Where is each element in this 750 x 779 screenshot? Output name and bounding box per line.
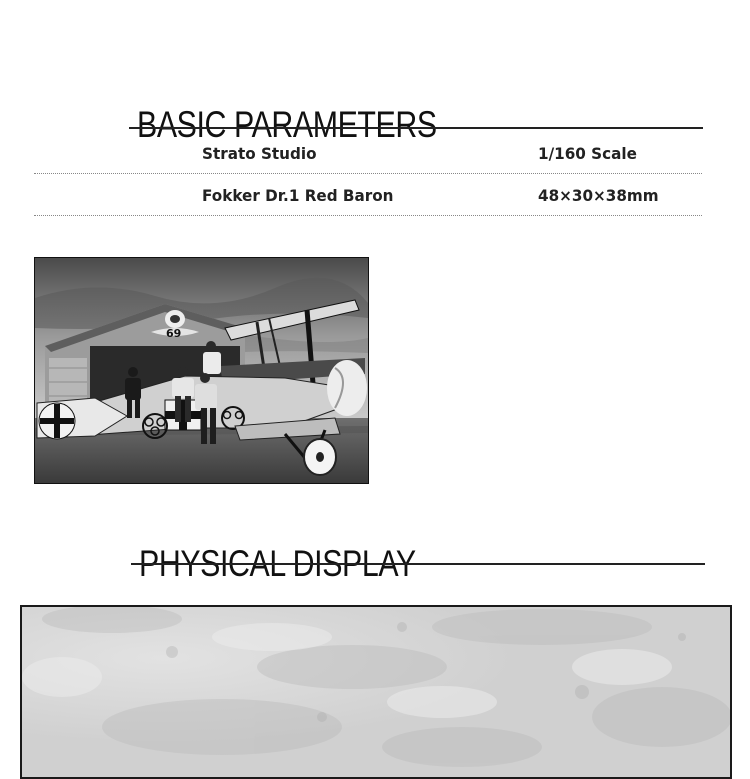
param-brand: Strato Studio — [202, 144, 317, 163]
historic-biplane-photo — [34, 257, 369, 484]
param-size: 48×30×38mm — [538, 186, 659, 205]
section-rule — [129, 127, 703, 129]
param-scale: 1/160 Scale — [538, 144, 637, 163]
section-title-physical-display: PHYSICAL DISPLAY — [139, 542, 416, 584]
param-row — [34, 173, 702, 216]
section-title-basic-parameters: BASIC PARAMETERS — [137, 103, 437, 145]
hangar-marking: 69 — [166, 327, 182, 340]
param-row — [34, 131, 702, 174]
physical-display-photo — [20, 605, 732, 779]
section-rule — [131, 563, 705, 565]
param-model: Fokker Dr.1 Red Baron — [202, 186, 394, 205]
